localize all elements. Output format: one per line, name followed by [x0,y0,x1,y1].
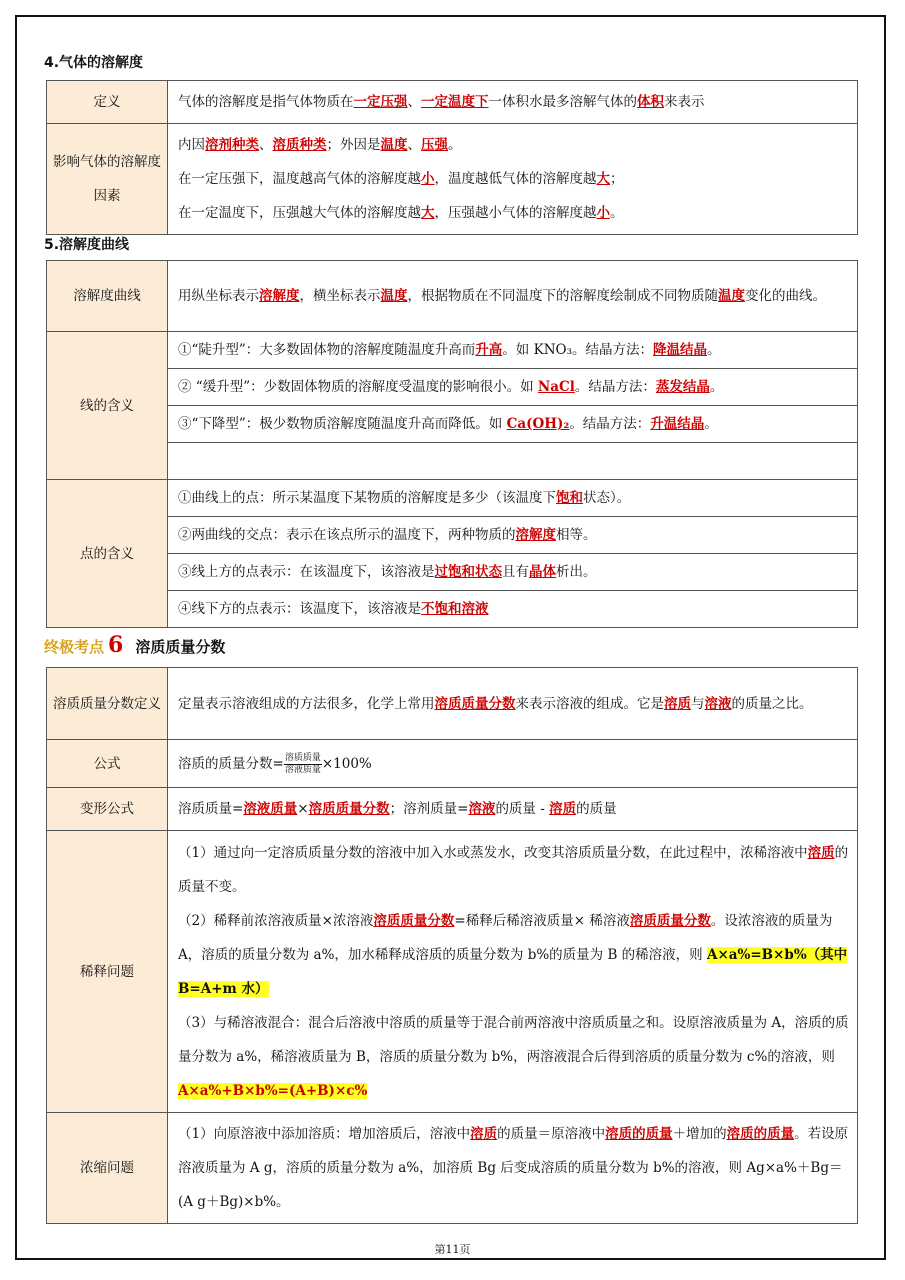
solubility-curve-table [46,260,858,628]
row-label-curve: 溶解度曲线 [47,261,168,332]
page-number: 第11页 [434,1243,471,1256]
point-meaning-3: ③线上方的点表示：在该温度下，该溶液是过饱和状态且有晶体析出。 [168,554,858,591]
dilution-para-2: （2）稀释前浓溶液质量×浓溶液溶质质量分数=稀释后稀溶液质量× 稀溶液溶质质量分数。设浓溶液的质量为 A，溶质的质量分数为 a%，加水稀释成溶质的质量分数为 b%的质量为 B 的稀溶液，则 A×a%=B×b%（其中 B=A+m 水） [178,912,848,997]
line-meaning-3: ③“下降型”：极少数物质溶解度随温度升高而降低。如 Ca(OH)₂。结晶方法：升温结晶。 [168,406,858,443]
row-label-dilution: 稀释问题 [47,831,168,1113]
factor-line-3: 在一定温度下，压强越大气体的溶解度越大，压强越小气体的溶解度越小。 [178,205,624,221]
factors-text [168,124,858,235]
line-meaning-blank [168,443,858,480]
factor-line-2: 在一定压强下，温度越高气体的溶解度越小，温度越低气体的溶解度越大； [178,171,624,187]
line-meaning-1: ①“陡升型”：大多数固体物的溶解度随温度升高而升高。如 KNO₃。结晶方法：降温结晶。 [168,332,858,369]
dilution-formula-highlight: A×a%=B×b%（其中 B=A+m 水） [178,946,848,997]
row-label-line-meaning: 线的含义 [47,332,168,480]
factor-line-1: 内因溶剂种类、溶质种类；外因是温度、压强。 [178,137,462,153]
definition-text: 气体的溶解度是指气体物质在一定压强、一定温度下一体积水最多溶解气体的体积来表示 [168,81,858,124]
line-meaning-2: ② “缓升型”：少数固体物质的溶解度受温度的影响很小。如 NaCl。结晶方法：蒸发结晶。 [168,369,858,406]
row-label-mass-fraction-def: 溶质质量分数定义 [47,668,168,740]
dilution-para-3: （3）与稀溶液混合：混合后溶液中溶质的质量等于混合前两溶液中溶质质量之和。设原溶液质量为 A，溶质的质量分数为 a%，稀溶液质量为 B，溶质的质量分数为 b%，两溶液混合后得到溶质的质量分数为 c%的溶液，则 A×a%+B×b%=(A+B)×c% [178,1014,849,1099]
gas-solubility-table [46,80,858,235]
row-label-factors: 影响气体的溶解度因素 [47,124,168,235]
row-label-definition: 定义 [47,81,168,124]
mass-fraction-def-text: 定量表示溶液组成的方法很多，化学上常用溶质质量分数来表示溶液的组成。它是溶质与溶液的质量之比。 [168,668,858,740]
dilution-para-1: （1）通过向一定溶质质量分数的溶液中加入水或蒸发水，改变其溶质质量分数，在此过程中，浓稀溶液中溶质的质量不变。 [178,844,849,895]
section-heading-gas-solubility: 4.气体的溶解度 [44,55,144,71]
dilution-text [168,831,858,1113]
concentration-text: （1）向原溶液中添加溶质：增加溶质后，溶液中溶质的质量＝原溶液中溶质的质量＋增加的溶质的质量。若设原溶液质量为 A g，溶质的质量分数为 a%，加溶质 Bg 后变成溶质的质量分数为 b%的溶液，则 Ag×a%＋Bg＝(A g＋Bg)×b%。 [168,1113,858,1224]
mass-fraction-table [46,667,858,1224]
row-label-concentration: 浓缩问题 [47,1113,168,1224]
section-heading-mass-fraction: 终极考点 6 溶质质量分数 [44,632,226,658]
point-meaning-2: ②两曲线的交点：表示在该点所示的温度下，两种物质的溶解度相等。 [168,517,858,554]
point-meaning-1: ①曲线上的点：所示某温度下某物质的溶解度是多少（该温度下饱和状态）。 [168,480,858,517]
point-meaning-4: ④线下方的点表示：该温度下，该溶液是不饱和溶液 [168,591,858,628]
section-heading-solubility-curve: 5.溶解度曲线 [44,237,130,253]
mixing-formula-highlight: A×a%+B×b%=(A+B)×c% [178,1082,368,1099]
curve-text: 用纵坐标表示溶解度，横坐标表示温度，根据物质在不同温度下的溶解度绘制成不同物质随温度变化的曲线。 [168,261,858,332]
row-label-formula: 公式 [47,740,168,788]
row-label-point-meaning: 点的含义 [47,480,168,628]
formula-fraction: $\frac{\text{溶质质量}}{\text{溶液质量}}$ [284,752,321,775]
formula-text: 溶质的质量分数= $\frac{\text{溶质质量}}{\text{溶液质量}}$ ×100% [168,740,858,788]
row-label-variant-formula: 变形公式 [47,788,168,831]
variant-formula-text: 溶质质量=溶液质量×溶质质量分数；溶剂质量=溶液的质量 - 溶质的质量 [168,788,858,831]
